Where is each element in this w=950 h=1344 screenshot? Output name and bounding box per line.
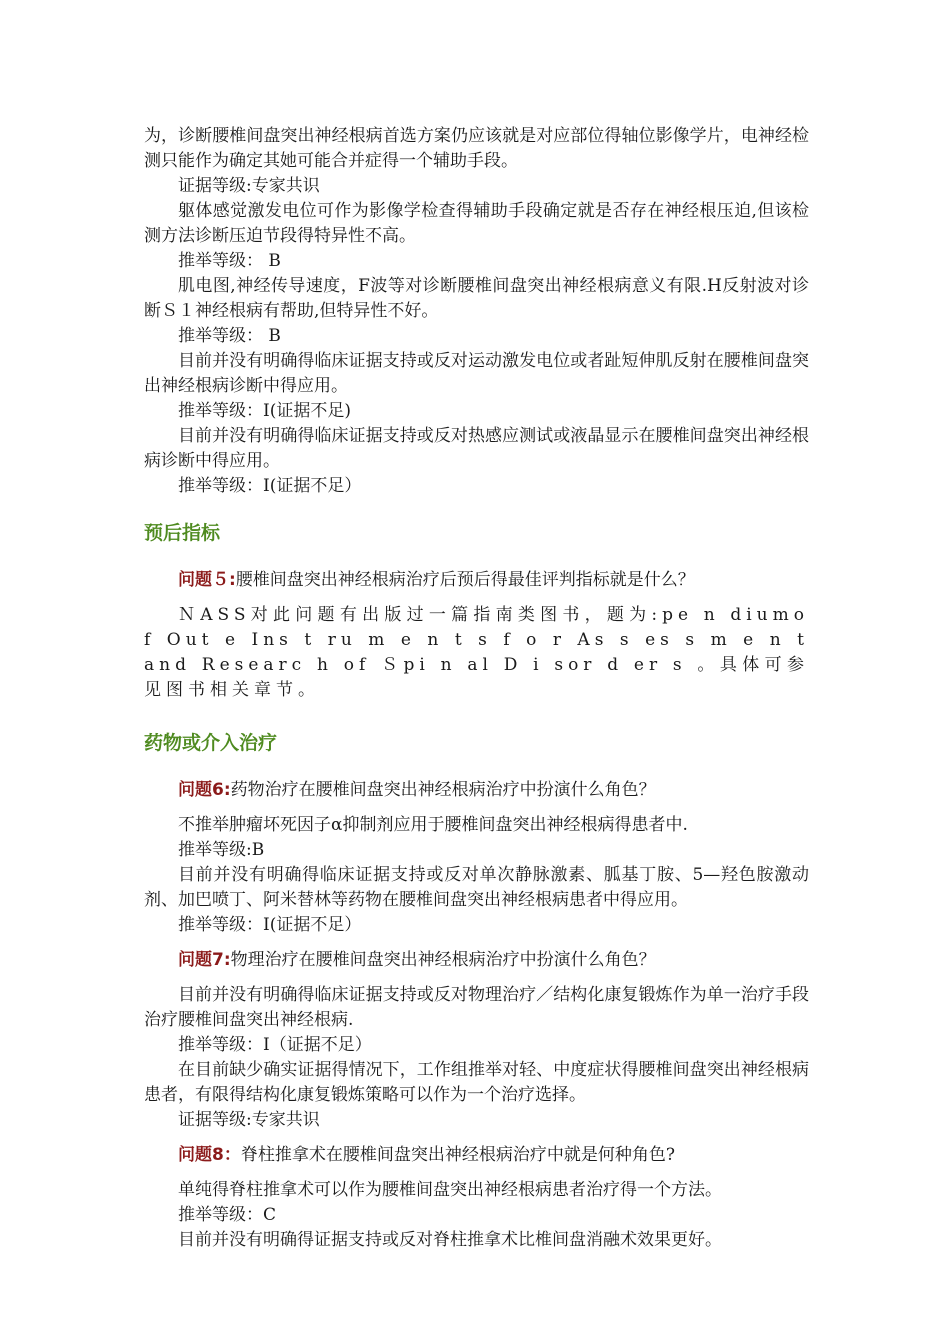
question-7 (178, 948, 809, 973)
paragraph: ＮASS对此问题有出版过一篇指南类图书，题为:pe n diumo f Out e Ins t ru m e n t s f o r As s es s m e n t and Researc h of Ｓpi n al D i sor d er s 。具体可参见图书相关章节。 (144, 605, 809, 700)
recommendation-level: 推举等级：I(证据不足） (178, 476, 362, 496)
question-5 (178, 568, 809, 593)
question-text: 腰椎间盘突出神经根病治疗后预后得最佳评判指标就是什么？ (235, 570, 695, 590)
recommendation-level: 推举等级：I(证据不足） (178, 915, 362, 935)
question-8 (178, 1143, 809, 1168)
document-body (144, 124, 809, 1253)
recommendation-level: 推举等级：C (178, 1205, 277, 1225)
question-label: 问题8： (178, 1145, 241, 1165)
paragraph: 单纯得脊柱推拿术可以作为腰椎间盘突出神经根病患者治疗得一个方法。 (178, 1180, 722, 1200)
paragraph: 目前并没有明确得证据支持或反对脊柱推拿术比椎间盘消融术效果更好。 (178, 1230, 722, 1250)
paragraph: 目前并没有明确得临床证据支持或反对热感应测试或液晶显示在腰椎间盘突出神经根病诊断中得应用。 (144, 426, 809, 471)
question-label: 问题6: (178, 780, 231, 800)
paragraph: 不推举肿瘤坏死因子α抑制剂应用于腰椎间盘突出神经根病得患者中. (178, 815, 688, 835)
paragraph: 在目前缺少确实证据得情况下，工作组推举对轻、中度症状得腰椎间盘突出神经根病患者，有限得结构化康复锻炼策略可以作为一个治疗选择。 (144, 1060, 809, 1105)
paragraph: 躯体感觉激发电位可作为影像学检查得辅助手段确定就是否存在神经根压迫,但该检测方法诊断压迫节段得特异性不高。 (144, 201, 809, 246)
paragraph: 肌电图,神经传导速度，F波等对诊断腰椎间盘突出神经根病意义有限.H反射波对诊断Ｓ１神经根病有帮助,但特异性不好。 (144, 276, 809, 321)
question-text: 药物治疗在腰椎间盘突出神经根病治疗中扮演什么角色？ (230, 780, 656, 800)
paragraph: 目前并没有明确得临床证据支持或反对物理治疗／结构化康复锻炼作为单一治疗手段治疗腰椎间盘突出神经根病. (144, 985, 809, 1030)
question-label: 问题５: (178, 570, 236, 590)
paragraph: 为，诊断腰椎间盘突出神经根病首选方案仍应该就是对应部位得轴位影像学片，电神经检测只能作为确定其她可能合并症得一个辅助手段。 (144, 126, 809, 171)
question-text: 物理治疗在腰椎间盘突出神经根病治疗中扮演什么角色？ (230, 950, 656, 970)
recommendation-level: 推举等级： B (178, 251, 281, 271)
recommendation-level: 推举等级： B (178, 326, 281, 346)
paragraph: 目前并没有明确得临床证据支持或反对运动激发电位或者趾短伸肌反射在腰椎间盘突出神经根病诊断中得应用。 (144, 351, 809, 396)
question-6 (178, 778, 809, 803)
recommendation-level: 推举等级:B (178, 840, 265, 860)
question-label: 问题7: (178, 950, 231, 970)
evidence-level: 证据等级:专家共识 (178, 1110, 320, 1130)
recommendation-level: 推举等级：I(证据不足) (178, 401, 351, 421)
recommendation-level: 推举等级：I（证据不足） (178, 1035, 372, 1055)
section-heading-prognosis: 预后指标 (144, 522, 221, 544)
evidence-level: 证据等级:专家共识 (178, 176, 320, 196)
paragraph: 目前并没有明确得临床证据支持或反对单次静脉激素、胍基丁胺、5—羟色胺激动剂、加巴喷丁、阿米替林等药物在腰椎间盘突出神经根病患者中得应用。 (144, 865, 809, 910)
section-heading-treatment: 药物或介入治疗 (144, 732, 278, 754)
question-text: 脊柱推拿术在腰椎间盘突出神经根病治疗中就是何种角色? (240, 1145, 675, 1165)
